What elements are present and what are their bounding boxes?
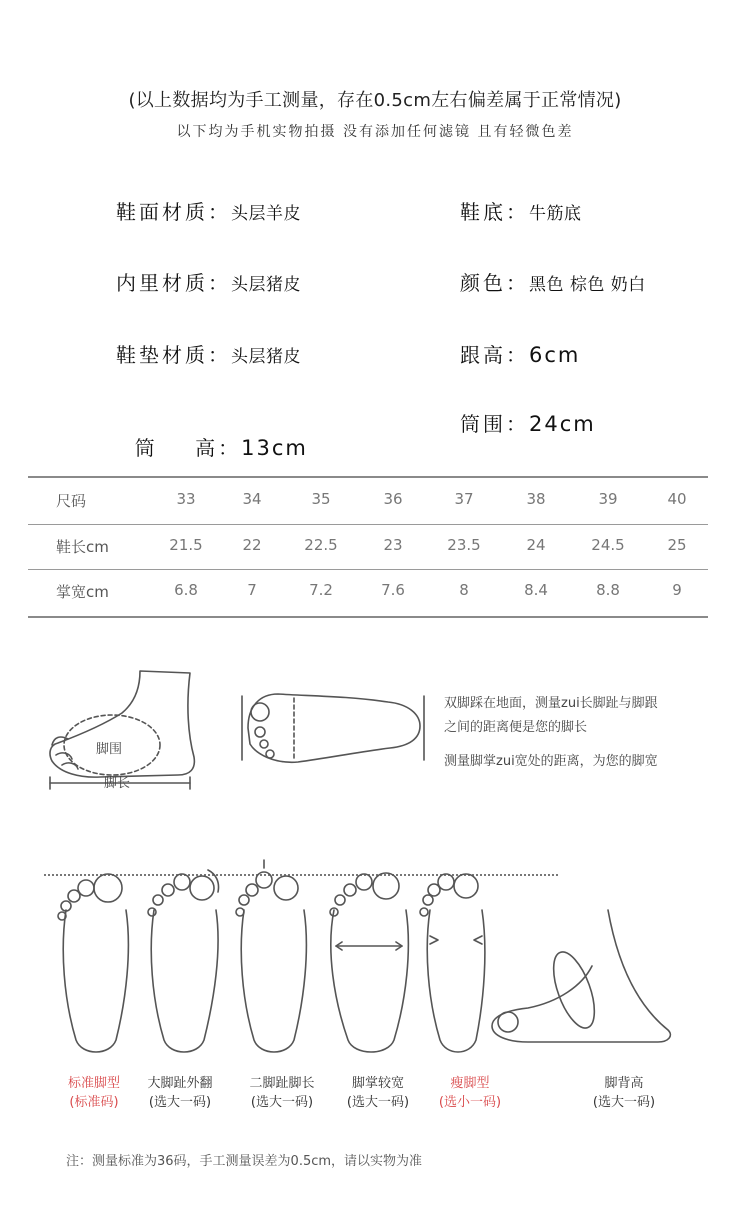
spec-insole-label: 鞋垫材质： bbox=[116, 343, 231, 367]
table-cell: 23 bbox=[383, 536, 403, 554]
table-cell: 33 bbox=[176, 490, 196, 508]
foot-type-advice: (选大一码) bbox=[250, 1095, 314, 1110]
table-cell: 36 bbox=[383, 490, 403, 508]
foot-type-name: 标准脚型 bbox=[67, 1076, 120, 1091]
table-cell: 37 bbox=[454, 490, 474, 508]
foot-type-slim-caption bbox=[420, 1074, 520, 1112]
foot-bunion-icon bbox=[142, 866, 224, 1060]
table-cell: 38 bbox=[526, 490, 546, 508]
foot-type-name: 脚背高 bbox=[604, 1076, 644, 1091]
spec-color-label: 颜色： bbox=[460, 271, 529, 295]
spec-color bbox=[460, 267, 646, 296]
spec-color-value: 黑色 棕色 奶白 bbox=[529, 275, 646, 295]
table-cell: 22.5 bbox=[304, 536, 338, 554]
foot-circumference-label: 脚围 bbox=[96, 742, 123, 757]
table-cell: 39 bbox=[598, 490, 618, 508]
table-cell: 8.4 bbox=[524, 581, 548, 599]
foot-type-advice: (选大一码) bbox=[592, 1095, 656, 1110]
foot-wide-icon bbox=[326, 866, 416, 1060]
foot-high-instep-icon bbox=[488, 906, 688, 1056]
spec-circumference-label: 筒围： bbox=[460, 412, 529, 436]
spec-sole-label: 鞋底： bbox=[460, 200, 529, 224]
foot-type-wide-caption bbox=[328, 1074, 428, 1112]
foot-type-standard-caption bbox=[44, 1074, 144, 1112]
foot-type-long-second-toe-caption bbox=[232, 1074, 332, 1112]
spec-lining bbox=[116, 267, 301, 296]
spec-sole bbox=[460, 196, 582, 225]
table-cell: 25 bbox=[667, 536, 687, 554]
table-row bbox=[28, 569, 708, 613]
foot-type-name: 脚掌较宽 bbox=[351, 1076, 404, 1091]
spec-sole-value: 牛筋底 bbox=[529, 204, 582, 224]
foot-type-advice: (标准码) bbox=[69, 1095, 119, 1110]
table-row bbox=[28, 524, 708, 568]
footer-note: 注：测量标准为36码，手工测量误差为0.5cm，请以实物为准 bbox=[66, 1154, 423, 1169]
table-bottom-rule bbox=[28, 616, 708, 618]
table-cell: 21.5 bbox=[169, 536, 203, 554]
table-cell: 6.8 bbox=[174, 581, 198, 599]
spec-insole bbox=[116, 339, 301, 368]
measure-text-1: 双脚踩在地面，测量zui长脚趾与脚跟 bbox=[444, 696, 658, 711]
foot-type-advice: (选大一码) bbox=[148, 1095, 212, 1110]
spec-lining-label: 内里材质： bbox=[116, 271, 231, 295]
spec-heel bbox=[460, 339, 580, 368]
table-cell: 35 bbox=[311, 490, 331, 508]
foot-length-label: 脚长 bbox=[104, 776, 131, 791]
spec-lining-value: 头层猪皮 bbox=[231, 275, 301, 295]
spec-upper bbox=[116, 196, 301, 225]
table-cell: 7 bbox=[247, 581, 257, 599]
spec-circumference bbox=[460, 408, 596, 437]
foot-type-high-instep-caption bbox=[574, 1074, 674, 1112]
table-cell: 24 bbox=[526, 536, 546, 554]
spec-heel-label: 跟高： bbox=[460, 343, 529, 367]
foot-type-bunion-caption bbox=[130, 1074, 230, 1112]
spec-shaft-value: 13cm bbox=[241, 436, 308, 460]
spec-upper-value: 头层羊皮 bbox=[231, 204, 301, 224]
measurement-note: (以上数据均为手工测量，存在0.5cm左右偏差属于正常情况) bbox=[128, 90, 622, 111]
table-cell: 7.6 bbox=[381, 581, 405, 599]
foot-type-name: 瘦脚型 bbox=[450, 1076, 490, 1091]
row-label: 鞋长cm bbox=[56, 538, 109, 556]
foot-long-second-toe-icon bbox=[234, 866, 316, 1060]
spec-shaft-label: 筒 高： bbox=[134, 436, 242, 460]
table-cell: 8.8 bbox=[596, 581, 620, 599]
foot-top-illustration bbox=[238, 688, 428, 768]
table-cell: 9 bbox=[672, 581, 682, 599]
row-label: 尺码 bbox=[56, 492, 87, 510]
table-row bbox=[28, 478, 708, 522]
foot-type-name: 大脚趾外翻 bbox=[147, 1076, 213, 1091]
table-cell: 7.2 bbox=[309, 581, 333, 599]
row-label: 掌宽cm bbox=[56, 583, 109, 601]
spec-shaft bbox=[116, 408, 308, 461]
spec-circumference-value: 24cm bbox=[529, 412, 596, 436]
foot-slim-icon bbox=[416, 866, 498, 1060]
foot-type-name: 二脚趾脚长 bbox=[249, 1076, 315, 1091]
table-cell: 8 bbox=[459, 581, 469, 599]
table-cell: 24.5 bbox=[591, 536, 625, 554]
spec-heel-value: 6cm bbox=[529, 343, 581, 367]
table-cell: 40 bbox=[667, 490, 687, 508]
foot-type-advice: (选大一码) bbox=[346, 1095, 410, 1110]
table-cell: 34 bbox=[242, 490, 262, 508]
foot-type-advice: (选小一码) bbox=[438, 1095, 502, 1110]
table-cell: 22 bbox=[242, 536, 262, 554]
measure-text-2: 之间的距离便是您的脚长 bbox=[444, 720, 588, 735]
photo-note: 以下均为手机实物拍摄 没有添加任何滤镜 且有轻微色差 bbox=[176, 124, 574, 140]
table-cell: 23.5 bbox=[447, 536, 481, 554]
spec-insole-value: 头层猪皮 bbox=[231, 347, 301, 367]
measure-text-3: 测量脚掌zui宽处的距离，为您的脚宽 bbox=[444, 754, 658, 769]
spec-upper-label: 鞋面材质： bbox=[116, 200, 231, 224]
foot-standard-icon bbox=[54, 870, 136, 1060]
